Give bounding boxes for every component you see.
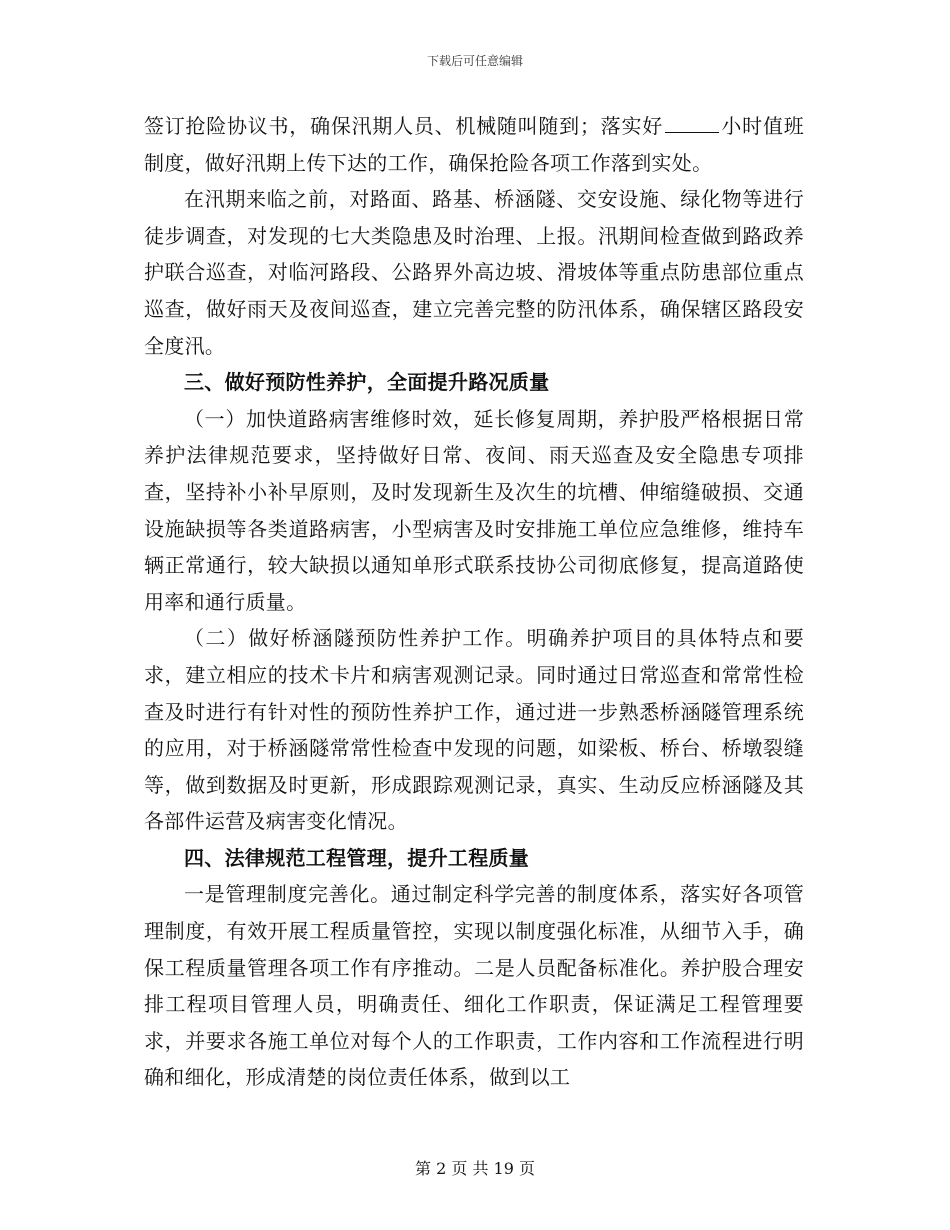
paragraph-road-maintenance: （一）加快道路病害维修时效，延长修复周期，养护股严格根据日常养护法律规范要求，坚持做好日常、夜间、雨天巡查及安全隐患专项排查，坚持补小补早原则，及时发现新生及次生的坑槽、伸缩缝破损、交通设施缺损等各类道路病害，小型病害及时安排施工单位应急维修，维持车辆正常通行，较大缺损以通知单形式联系技协公司彻底修复，提高道路使用率和通行质量。 <box>144 406 804 614</box>
section-heading-3: 三、做好预防性养护，全面提升路况质量 <box>184 370 550 395</box>
page-footer: 第 2 页 共 19 页 <box>415 1159 535 1178</box>
paragraph-flood-agreement <box>144 108 804 181</box>
fill-in-blank <box>665 112 719 133</box>
paragraph-text: 小时值班制度，做好汛期上传下达的工作，确保抢险各项工作落到实处。 <box>144 114 805 175</box>
section-heading-4: 四、法律规范工程管理，提升工程质量 <box>184 845 530 870</box>
paragraph-flood-inspection: 在汛期来临之前，对路面、路基、桥涵隧、交安设施、绿化物等进行徒步调查，对发现的七大类隐患及时治理、上报。汛期间检查做到路政养护联合巡查，对临河路段、公路界外高边坡、滑坡体等重点防患部位重点巡查，做好雨天及夜间巡查，建立完善完整的防汛体系，确保辖区路段安全度汛。 <box>144 187 804 358</box>
paragraph-text: 签订抢险协议书，确保汛期人员、机械随叫随到；落实好 <box>144 114 663 138</box>
page-header: 下载后可任意编辑 <box>426 54 523 68</box>
document-body <box>144 108 804 1096</box>
paragraph-engineering-management: 一是管理制度完善化。通过制定科学完善的制度体系，落实好各项管理制度，有效开展工程质量管控，实现以制度强化标准，从细节入手，确保工程质量管理各项工作有序推动。二是人员配备标准化。养护股合理安排工程项目管理人员，明确责任、细化工作职责，保证满足工程管理要求，并要求各施工单位对每个人的工作职责，工作内容和工作流程进行明确和细化，形成清楚的岗位责任体系，做到以工 <box>144 882 804 1090</box>
paragraph-bridge-maintenance: （二）做好桥涵隧预防性养护工作。明确养护项目的具体特点和要求，建立相应的技术卡片和病害观测记录。同时通过日常巡查和常常性检查及时进行有针对性的预防性养护工作，通过进一步熟悉桥涵隧管理系统的应用，对于桥涵隧常常性检查中发现的问题，如梁板、桥台、桥墩裂缝等，做到数据及时更新，形成跟踪观测记录，真实、生动反应桥涵隧及其各部件运营及病害变化情况。 <box>144 626 804 834</box>
